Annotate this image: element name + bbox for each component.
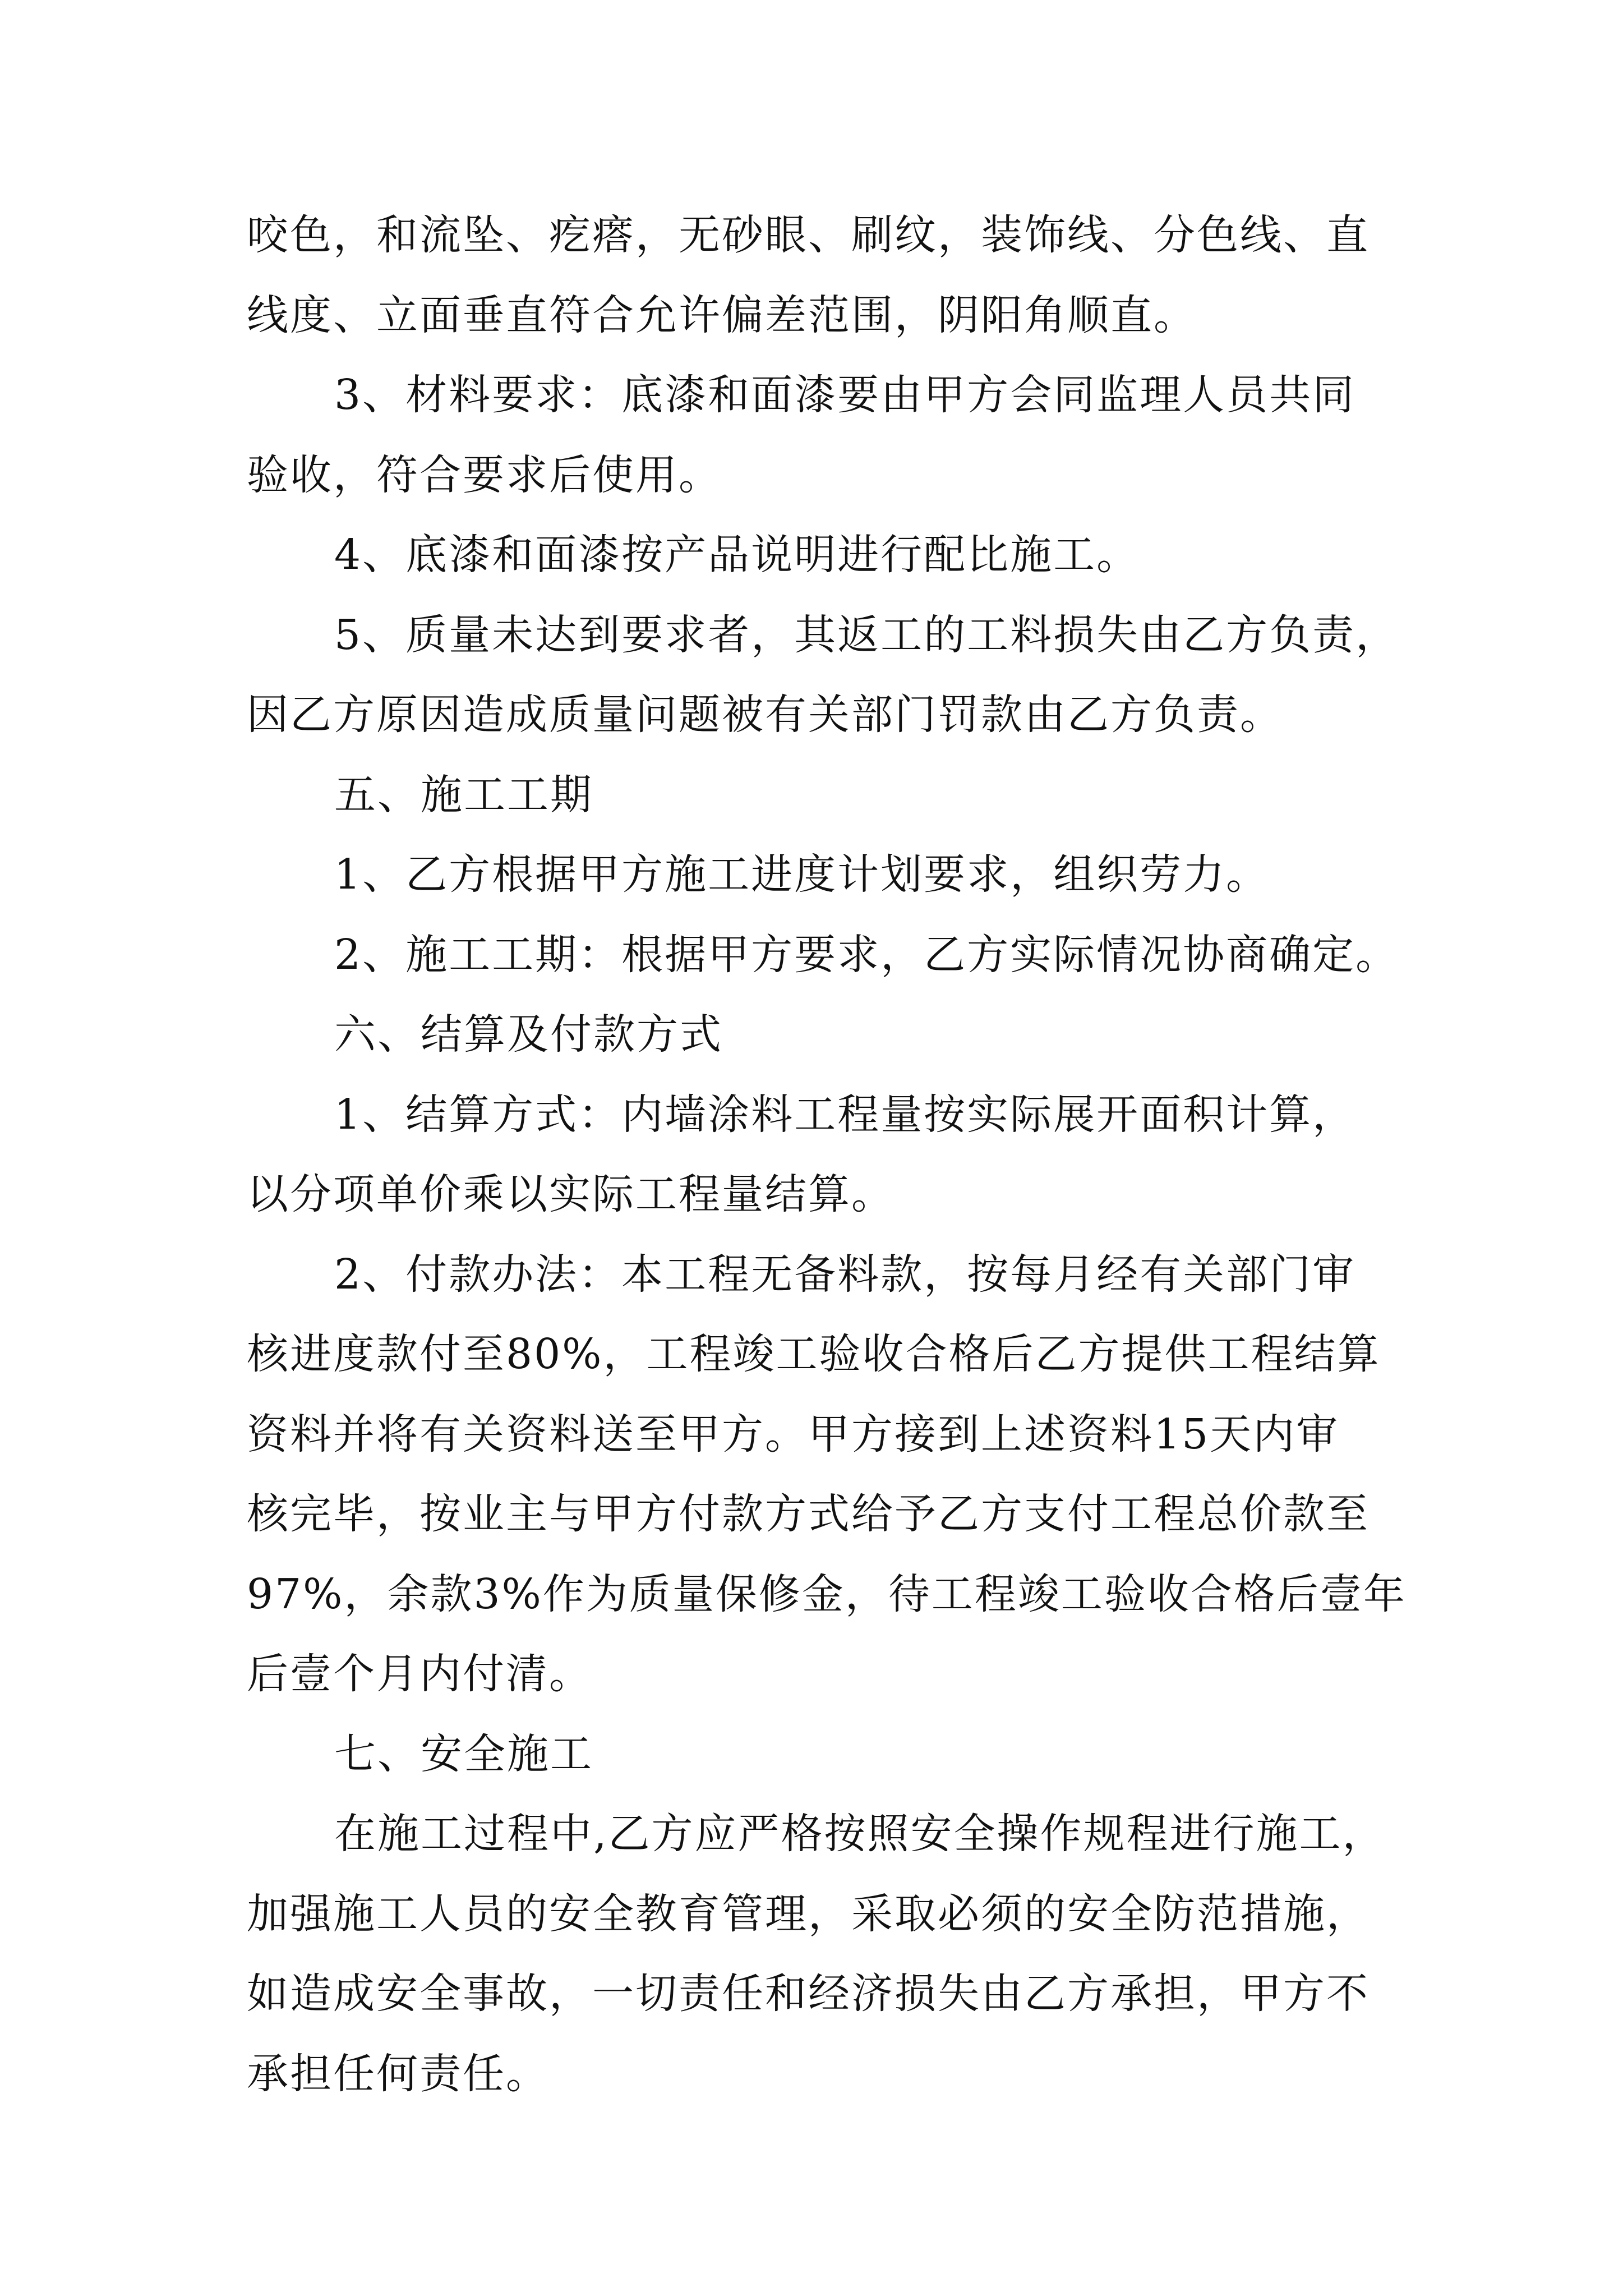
text-line: 以分项单价乘以实际工程量结算。	[247, 1170, 895, 1218]
text-line: 2、付款办法：本工程无备料款，按每月经有关部门审	[334, 1250, 1356, 1299]
section-heading: 七、安全施工	[334, 1729, 593, 1778]
text-line: 97%，余款3%作为质量保修金，待工程竣工验收合格后壹年	[247, 1570, 1407, 1618]
text-line: 2、施工工期：根据甲方要求，乙方实际情况协商确定。	[334, 930, 1399, 979]
text-line: 3、材料要求：底漆和面漆要由甲方会同监理人员共同	[334, 371, 1356, 419]
text-line: 5、质量未达到要求者，其返工的工料损失由乙方负责，	[334, 610, 1399, 659]
text-line: 如造成安全事故，一切责任和经济损失由乙方承担，甲方不	[247, 1970, 1370, 2018]
paragraph-settlement-method	[247, 1075, 1391, 1235]
paragraph-quality-liability	[247, 595, 1399, 755]
paragraph-finish-requirements	[247, 195, 1391, 355]
body-text	[247, 195, 1407, 2114]
text-line: 加强施工人员的安全教育管理，采取必须的安全防范措施，	[247, 1889, 1370, 1938]
section-heading-settlement	[247, 995, 1391, 1075]
paragraph-safety	[247, 1794, 1391, 2114]
section-heading-schedule	[247, 755, 1391, 835]
text-line: 核进度款付至80%，工程竣工验收合格后乙方提供工程结算	[247, 1330, 1381, 1378]
section-heading-safety	[247, 1714, 1391, 1795]
text-line: 在施工过程中,乙方应严格按照安全操作规程进行施工，	[334, 1810, 1386, 1858]
text-line: 线度、立面垂直符合允许偏差范围，阴阳角顺直。	[247, 291, 1197, 339]
text-line: 1、结算方式：内墙涂料工程量按实际展开面积计算，	[334, 1090, 1356, 1139]
text-line: 核完毕，按业主与甲方付款方式给予乙方支付工程总价款至	[247, 1490, 1370, 1538]
paragraph-duration	[247, 915, 1399, 995]
text-line: 因乙方原因造成质量问题被有关部门罚款由乙方负责。	[247, 691, 1283, 739]
text-line: 资料并将有关资料送至甲方。甲方接到上述资料15天内审	[247, 1410, 1340, 1458]
text-line: 1、乙方根据甲方施工进度计划要求，组织劳力。	[334, 850, 1270, 899]
text-line: 验收，符合要求后使用。	[247, 450, 722, 499]
text-line: 4、底漆和面漆按产品说明进行配比施工。	[334, 531, 1140, 579]
section-heading: 六、结算及付款方式	[334, 1010, 723, 1059]
section-heading: 五、施工工期	[334, 770, 593, 819]
paragraph-material-requirements	[247, 355, 1391, 515]
paragraph-labor	[247, 835, 1391, 915]
paragraph-payment-method	[247, 1235, 1407, 1714]
paragraph-mixing	[247, 515, 1391, 595]
text-line: 承担任何责任。	[247, 2049, 549, 2098]
text-line: 咬色，和流坠、疙瘩，无砂眼、刷纹，装饰线、分色线、直	[247, 211, 1370, 259]
text-line: 后壹个月内付清。	[247, 1650, 592, 1698]
